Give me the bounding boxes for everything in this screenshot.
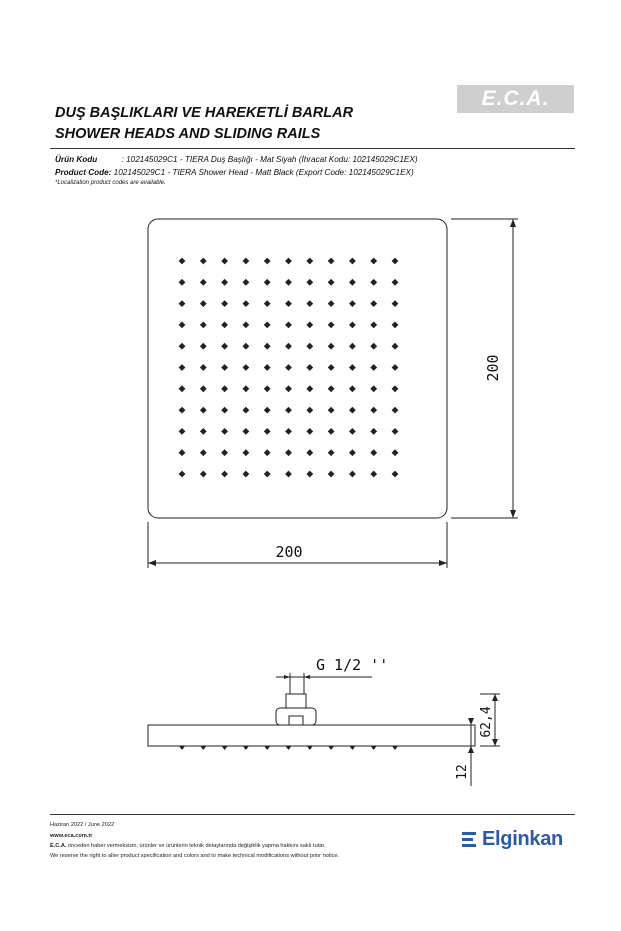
nozzle-icon xyxy=(179,343,186,350)
footer-divider xyxy=(50,814,575,815)
nozzle-icon xyxy=(306,471,313,478)
nozzle-icon xyxy=(328,407,335,414)
dim-width-label: 200 xyxy=(275,543,303,561)
nozzle-icon xyxy=(392,364,399,371)
nozzle-icon xyxy=(264,407,271,414)
arrow-thread-left xyxy=(284,675,290,679)
nozzle-icon xyxy=(200,279,207,286)
nozzle-icon xyxy=(243,428,250,435)
nozzle-icon xyxy=(349,449,356,456)
nozzle-grid xyxy=(179,258,399,478)
nozzle-icon xyxy=(179,279,186,286)
nozzle-icon xyxy=(370,258,377,265)
nozzle-icon xyxy=(392,449,399,456)
nozzle-icon xyxy=(306,322,313,329)
nozzle-icon xyxy=(179,428,186,435)
nozzle-icon xyxy=(392,385,399,392)
nozzle-icon xyxy=(285,279,292,286)
nozzle-icon xyxy=(243,385,250,392)
side-nozzle-icon xyxy=(371,746,377,750)
nozzle-icon xyxy=(179,449,186,456)
nozzle-icon xyxy=(179,407,186,414)
nozzle-icon xyxy=(392,258,399,265)
nozzle-icon xyxy=(200,471,207,478)
nozzle-icon xyxy=(370,385,377,392)
nozzle-icon xyxy=(392,300,399,307)
nozzle-icon xyxy=(264,428,271,435)
product-code-en-label: Product Code: xyxy=(55,168,112,177)
nozzle-icon xyxy=(392,343,399,350)
nozzle-icon xyxy=(306,407,313,414)
nozzle-icon xyxy=(264,322,271,329)
nozzle-icon xyxy=(243,322,250,329)
side-nozzle-icon xyxy=(392,746,398,750)
nozzle-icon xyxy=(264,343,271,350)
side-nozzle-icon xyxy=(222,746,228,750)
nozzle-icon xyxy=(264,471,271,478)
nozzle-icon xyxy=(306,385,313,392)
side-nozzle-icon xyxy=(286,746,292,750)
product-code-tr-label: Ürün Kodu xyxy=(55,155,98,164)
nozzle-icon xyxy=(243,449,250,456)
side-nozzle-icon xyxy=(243,746,249,750)
nozzle-icon xyxy=(243,279,250,286)
nozzle-icon xyxy=(243,471,250,478)
nozzle-icon xyxy=(328,471,335,478)
arrow-w-left xyxy=(148,560,156,566)
nozzle-icon xyxy=(349,258,356,265)
nozzle-icon xyxy=(328,258,335,265)
nozzle-icon xyxy=(221,343,228,350)
nozzle-icon xyxy=(285,322,292,329)
footer-disclaimer-brand: E.C.A. xyxy=(50,843,67,849)
nozzle-icon xyxy=(221,471,228,478)
nozzle-icon xyxy=(264,385,271,392)
nozzle-icon xyxy=(200,385,207,392)
arrow-12-top xyxy=(468,718,474,725)
footer-disclaimer-tr-text: önceden haber vermeksizin, ürünler ve ürünlerin teknik detaylarında değişiklik yapma hakkını saklı tutar. xyxy=(66,843,326,849)
nozzle-icon xyxy=(328,322,335,329)
nozzle-icon xyxy=(306,279,313,286)
side-view-connector xyxy=(286,694,306,708)
nozzle-icon xyxy=(328,279,335,286)
nozzle-icon xyxy=(349,322,356,329)
nozzle-icon xyxy=(349,364,356,371)
nozzle-icon xyxy=(264,300,271,307)
nozzle-icon xyxy=(392,407,399,414)
side-nozzle-icon xyxy=(328,746,334,750)
nozzle-icon xyxy=(264,449,271,456)
nozzle-icon xyxy=(221,428,228,435)
nozzle-icon xyxy=(285,449,292,456)
localization-note: *Localization product codes are available. xyxy=(55,180,166,186)
nozzle-icon xyxy=(370,407,377,414)
nozzle-icon xyxy=(179,471,186,478)
elginkan-mark-icon xyxy=(462,832,476,848)
nozzle-icon xyxy=(200,300,207,307)
nozzle-icon xyxy=(328,300,335,307)
footer-disclaimer-tr xyxy=(50,843,326,849)
side-nozzle-row xyxy=(179,746,398,750)
nozzle-icon xyxy=(285,343,292,350)
nozzle-icon xyxy=(200,407,207,414)
nozzle-icon xyxy=(221,258,228,265)
nozzle-icon xyxy=(370,343,377,350)
nozzle-icon xyxy=(392,471,399,478)
arrow-62-top xyxy=(492,694,498,701)
arrow-h-top xyxy=(510,219,516,227)
nozzle-icon xyxy=(285,258,292,265)
nozzle-icon xyxy=(285,407,292,414)
nozzle-icon xyxy=(179,300,186,307)
nozzle-icon xyxy=(328,364,335,371)
nozzle-icon xyxy=(306,343,313,350)
arrow-thread-right xyxy=(304,675,310,679)
side-nozzle-icon xyxy=(349,746,355,750)
nozzle-icon xyxy=(243,407,250,414)
nozzle-icon xyxy=(349,385,356,392)
nozzle-icon xyxy=(370,364,377,371)
nozzle-icon xyxy=(200,343,207,350)
nozzle-icon xyxy=(392,279,399,286)
side-nozzle-icon xyxy=(200,746,206,750)
nozzle-icon xyxy=(349,428,356,435)
nozzle-icon xyxy=(370,428,377,435)
nozzle-icon xyxy=(285,471,292,478)
nozzle-icon xyxy=(285,300,292,307)
nozzle-icon xyxy=(349,471,356,478)
nozzle-icon xyxy=(243,258,250,265)
nozzle-icon xyxy=(285,385,292,392)
nozzle-icon xyxy=(221,300,228,307)
nozzle-icon xyxy=(349,407,356,414)
arrow-62-bottom xyxy=(492,739,498,746)
nozzle-icon xyxy=(349,343,356,350)
nozzle-icon xyxy=(328,428,335,435)
side-nozzle-icon xyxy=(179,746,185,750)
nozzle-icon xyxy=(264,279,271,286)
nozzle-icon xyxy=(349,300,356,307)
nozzle-icon xyxy=(200,364,207,371)
nozzle-icon xyxy=(392,428,399,435)
nozzle-icon xyxy=(221,385,228,392)
nozzle-icon xyxy=(306,449,313,456)
title-turkish: DUŞ BAŞLIKLARI VE HAREKETLİ BARLAR xyxy=(55,105,354,121)
arrow-w-right xyxy=(439,560,447,566)
nozzle-icon xyxy=(370,449,377,456)
side-nozzle-icon xyxy=(307,746,313,750)
nozzle-icon xyxy=(264,364,271,371)
nozzle-icon xyxy=(370,279,377,286)
arrow-12-bottom xyxy=(468,746,474,753)
product-code-en-value: 102145029C1 - TIERA Shower Head - Matt Black (Export Code: 102145029C1EX) xyxy=(111,168,414,177)
nozzle-icon xyxy=(179,258,186,265)
nozzle-icon xyxy=(349,279,356,286)
side-view-nut-slot xyxy=(289,716,303,725)
nozzle-icon xyxy=(179,364,186,371)
footer-disclaimer-en: We reserve the right to alter product specification and colors and to make technical modifications without prior notice. xyxy=(50,853,340,859)
nozzle-icon xyxy=(221,407,228,414)
nozzle-icon xyxy=(243,300,250,307)
nozzle-icon xyxy=(306,364,313,371)
product-code-tr-value: : 102145029C1 - TIERA Duş Başlığı - Mat Siyah (İhracat Kodu: 102145029C1EX) xyxy=(121,155,418,164)
nozzle-icon xyxy=(328,449,335,456)
nozzle-icon xyxy=(328,385,335,392)
nozzle-icon xyxy=(370,471,377,478)
dim-12-label: 12 xyxy=(455,764,470,780)
nozzle-icon xyxy=(221,364,228,371)
nozzle-icon xyxy=(306,300,313,307)
nozzle-icon xyxy=(221,449,228,456)
arrow-h-bottom xyxy=(510,510,516,518)
nozzle-icon xyxy=(285,364,292,371)
nozzle-icon xyxy=(200,322,207,329)
nozzle-icon xyxy=(392,322,399,329)
nozzle-icon xyxy=(200,449,207,456)
nozzle-icon xyxy=(243,343,250,350)
nozzle-icon xyxy=(200,428,207,435)
nozzle-icon xyxy=(221,279,228,286)
nozzle-icon xyxy=(370,322,377,329)
nozzle-icon xyxy=(264,258,271,265)
nozzle-icon xyxy=(243,364,250,371)
nozzle-icon xyxy=(328,343,335,350)
thread-label: G 1/2 '' xyxy=(316,656,389,674)
nozzle-icon xyxy=(285,428,292,435)
dim-62-label: 62,4 xyxy=(479,706,494,738)
footer-website[interactable]: www.eca.com.tr xyxy=(50,833,93,839)
nozzle-icon xyxy=(200,258,207,265)
footer-date: Haziran 2022 / June 2022 xyxy=(50,822,115,828)
nozzle-icon xyxy=(306,428,313,435)
eca-logo-text: E.C.A. xyxy=(481,87,550,110)
side-nozzle-icon xyxy=(264,746,270,750)
nozzle-icon xyxy=(179,322,186,329)
dim-height-label: 200 xyxy=(484,354,502,382)
elginkan-logo-text: Elginkan xyxy=(482,828,563,850)
nozzle-icon xyxy=(306,258,313,265)
nozzle-icon xyxy=(221,322,228,329)
nozzle-icon xyxy=(370,300,377,307)
nozzle-icon xyxy=(179,385,186,392)
title-english: SHOWER HEADS AND SLIDING RAILS xyxy=(55,126,321,142)
side-view-body xyxy=(148,725,475,746)
top-view-outline xyxy=(148,219,447,518)
